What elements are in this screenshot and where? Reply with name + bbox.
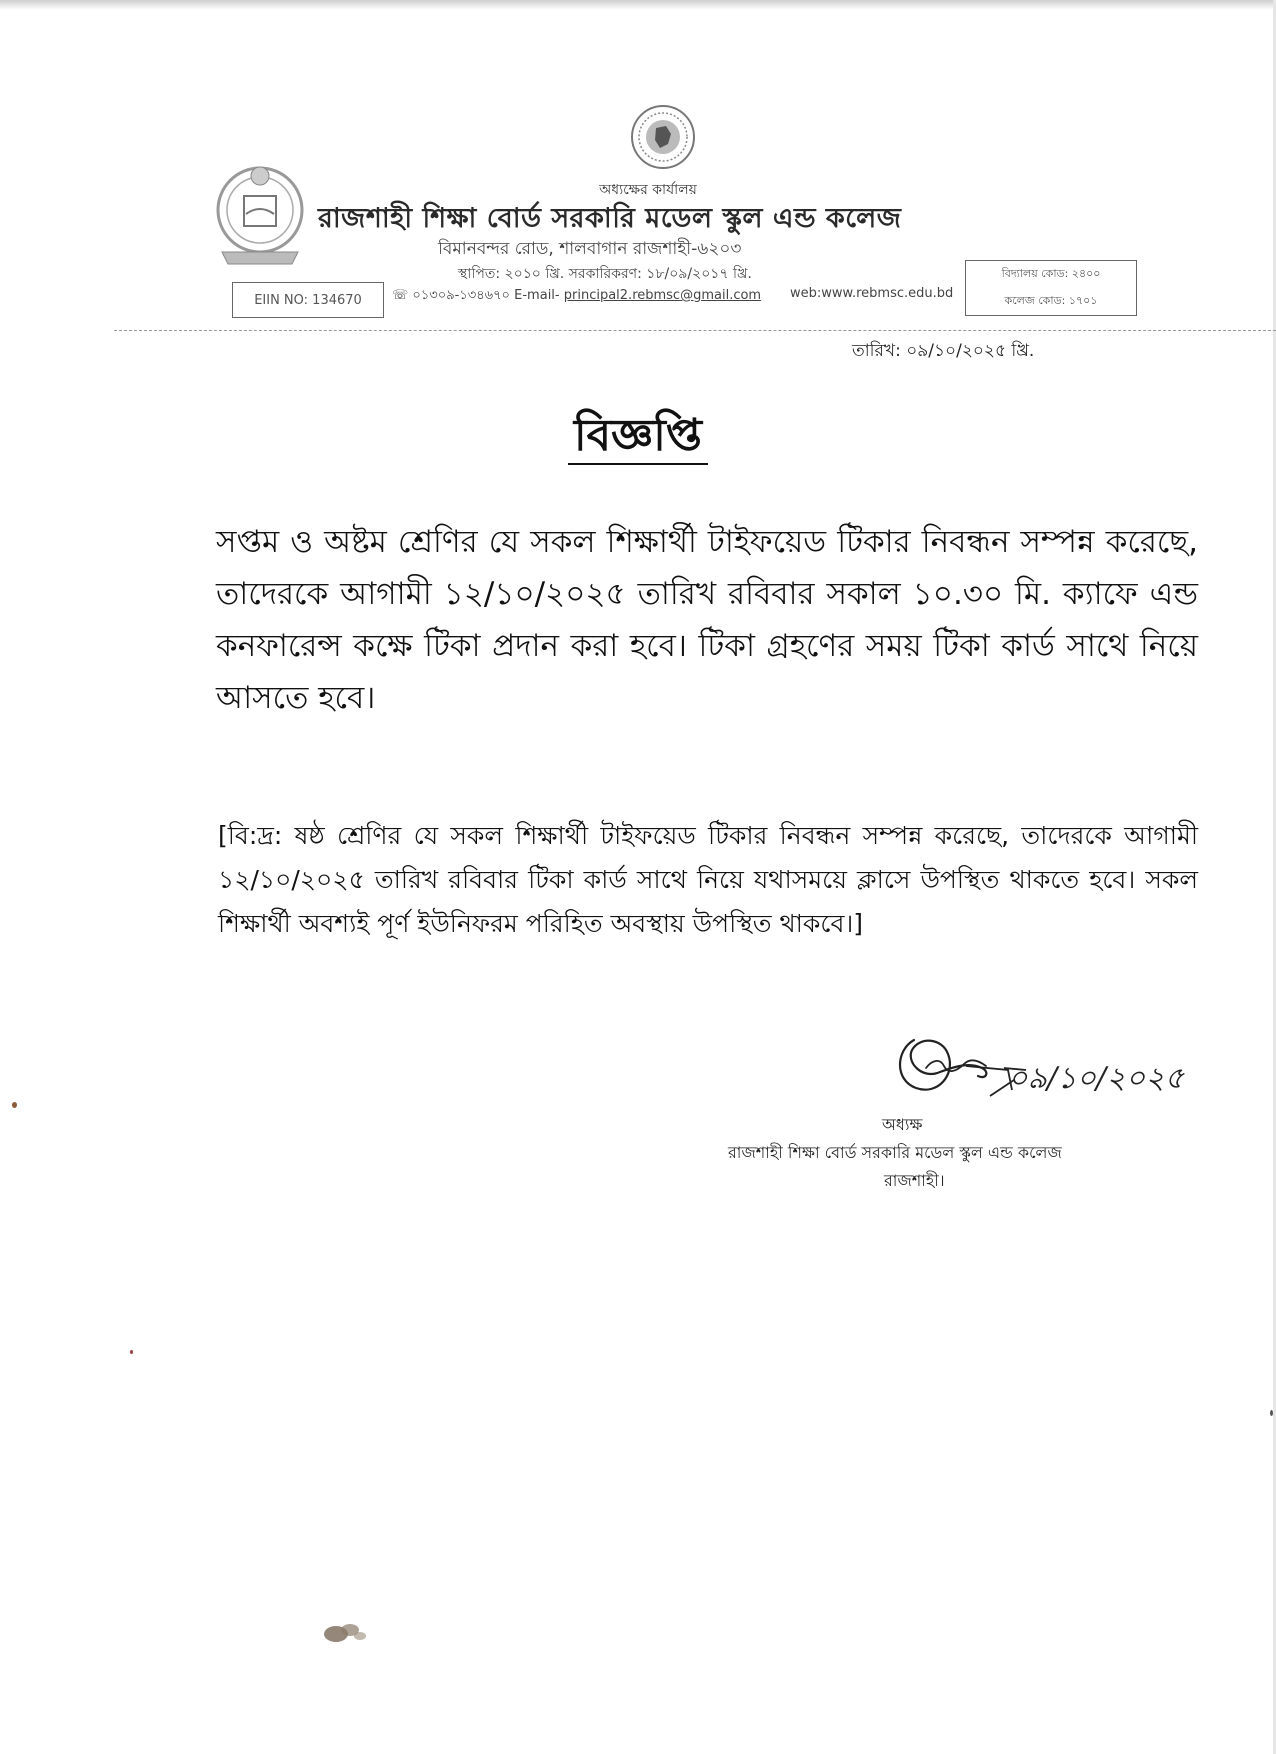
scan-speck: [130, 1350, 133, 1354]
notice-main-paragraph: সপ্তম ও অষ্টম শ্রেণির যে সকল শিক্ষার্থী টাইফয়েড টিকার নিবন্ধন সম্পন্ন করেছে, তাদেরকে আগামী ১২/১০/২০২৫ তারিখ রবিবার সকাল ১০.৩০ মি. ক্যাফে এন্ড কনফারেন্স কক্ষে টিকা প্রদান করা হবে। টিকা গ্রহণের সময় টিকা কার্ড সাথে নিয়ে আসতে হবে।: [216, 524, 1198, 716]
scan-speck: [12, 1102, 17, 1108]
school-code: বিদ্যালয় কোড: ২৪০০: [1001, 267, 1101, 280]
email-address: principal2.rebmsc@gmail.com: [563, 288, 762, 303]
established-dates: স্থাপিত: ২০১০ খ্রি. সরকারিকরণ: ১৮/০৯/২০১৭ খ্রি.: [458, 266, 752, 282]
school-address: বিমানবন্দর রোড, শালবাগান রাজশাহী-৬২০৩: [438, 239, 742, 259]
website: web:www.rebmsc.edu.bd: [790, 286, 954, 301]
phone-number: ০১৩০৯-১৩৪৬৭০: [412, 288, 511, 303]
notice-date: তারিখ: ০৯/১০/২০২৫ খ্রি.: [852, 341, 1035, 361]
notice-title-text: বিজ্ঞপ্তি: [568, 410, 708, 465]
eiin-box: [232, 282, 384, 318]
notice-note-paragraph: [বি:দ্র: ষষ্ঠ শ্রেণির যে সকল শিক্ষার্থী টাইফয়েড টিকার নিবন্ধন সম্পন্ন করেছে, তাদেরকে আগামী ১২/১০/২০২৫ তারিখ রবিবার টিকা কার্ড সাথে নিয়ে যথাসময়ে ক্লাসে উপস্থিত থাকতে হবে। সকল শিক্ষার্থী অবশ্যই পূর্ণ ইউনিফরম পরিহিত অবস্থায় উপস্থিত থাকবে।]: [218, 821, 1198, 938]
bangladesh-government-seal-icon: [630, 104, 696, 170]
phone-icon: ☏: [392, 288, 409, 303]
school-name-heading: রাজশাহী শিক্ষা বোর্ড সরকারি মডেল স্কুল এন্ড কলেজ: [318, 203, 902, 234]
email-label: E-mail-: [514, 288, 560, 303]
contact-line: [392, 286, 761, 307]
notice-title: [0, 402, 1276, 475]
signatory-designation: অধ্যক্ষ: [882, 1115, 923, 1134]
school-emblem-icon: [212, 156, 308, 274]
letterhead-divider: [114, 330, 1276, 331]
signature-date-handwritten: ০৯/১০/২০২৫: [1008, 1061, 1185, 1096]
institution-codes-box: [965, 260, 1137, 316]
scan-speck: [1270, 1410, 1273, 1416]
college-code: কলেজ কোড: ১৭০১: [1004, 294, 1098, 307]
office-label: অধ্যক্ষের কার্যালয়: [599, 182, 697, 198]
ink-blot: [316, 1618, 370, 1648]
signatory-city: রাজশাহী।: [884, 1171, 945, 1190]
eiin-number: EIIN NO: 134670: [254, 292, 362, 308]
scan-top-shadow: [0, 0, 1276, 10]
signatory-school: রাজশাহী শিক্ষা বোর্ড সরকারি মডেল স্কুল এন্ড কলেজ: [728, 1143, 1062, 1162]
